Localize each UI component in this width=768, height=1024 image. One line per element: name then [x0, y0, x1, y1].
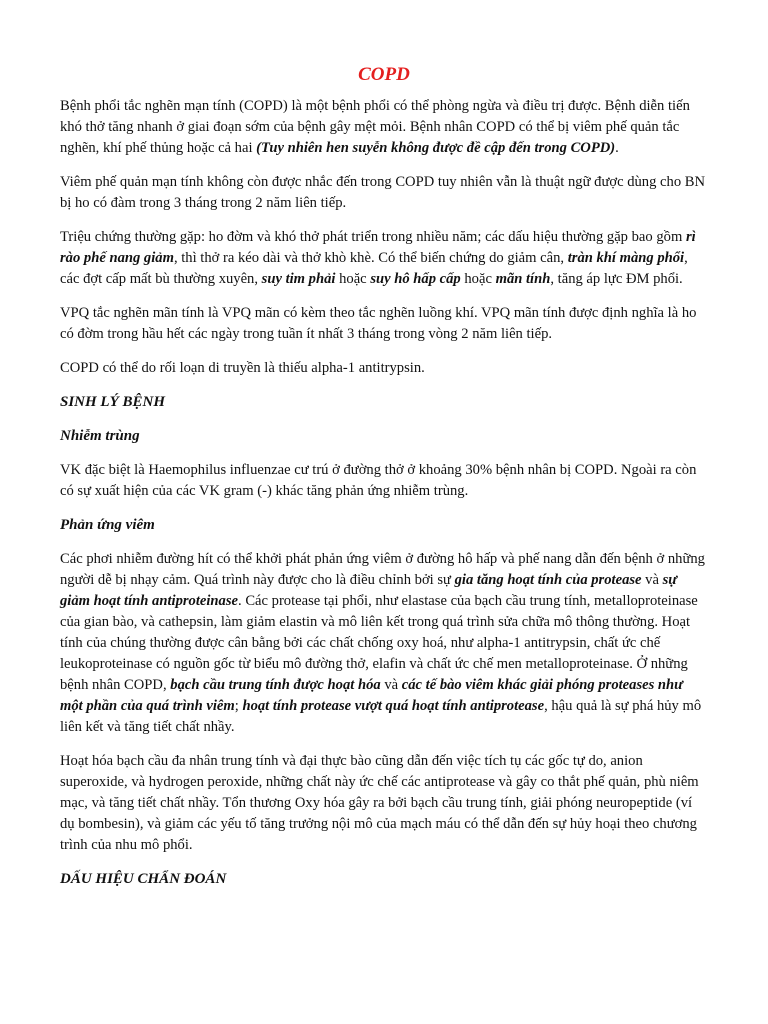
subheading-infection: Nhiễm trùng: [60, 428, 140, 444]
emphasis-text: các tế bào viêm khác giải phóng proteases như một phần của quá trình viêm: [60, 677, 683, 714]
text-run: . Các protease tại phổi, như elastase của bạch cầu trung tính, metalloproteinase của gian bào, và cathepsin, làm giảm elastin và mô liên kết trong quá trình sửa chữa mô thông thường. Hoạt tính của chúng thường được cân bằng bởi các chất chống oxy hoá, như alpha-1 antitrypsin, chất ức chế leukoproteinase có nguồn gốc từ biểu mô đường thở, elafin và chất ức chế men metalloproteinase. Ở những bệnh nhân COPD,: [60, 593, 698, 693]
text-run: , các đợt cấp mất bù thường xuyên,: [60, 250, 688, 287]
inflammation-paragraph: [60, 549, 708, 738]
text-run: và: [641, 572, 663, 588]
emphasis-text: suy tim phải: [261, 271, 336, 287]
text-run: và: [380, 677, 402, 693]
intro-paragraph: [60, 96, 708, 159]
subheading-inflammation: Phản ứng viêm: [60, 517, 155, 533]
vpq-paragraph: VPQ tắc nghẽn mãn tính là VPQ mãn có kèm theo tắc nghẽn luồng khí. VPQ mãn tính được định nghĩa là ho có đờm trong hầu hết các ngày trong tuần ít nhất 3 tháng trong vòng 2 năm liên tiếp.: [60, 305, 697, 342]
section-heading-pathophysiology: SINH LÝ BỆNH: [60, 394, 166, 410]
text-run: .: [615, 140, 619, 156]
document-title: COPD: [358, 64, 410, 85]
text-run: , hậu quả là sự phá hủy mô liên kết và tăng tiết chất nhầy.: [60, 698, 702, 735]
oxidative-paragraph: Hoạt hóa bạch cầu đa nhân trung tính và đại thực bào cũng dẫn đến việc tích tụ các gốc tự do, anion superoxide, và hydrogen peroxide, những chất này ức chế các antiprotease và gây co thắt phế quản, phù niêm mạc, và tăng tiết chất nhầy. Tổn thương Oxy hóa gây ra bởi bạch cầu trung tính, giải phóng neuropeptide (ví dụ bombesin), và giảm các yếu tố tăng trưởng nội mô của mạch máu có thể dẫn đến sự hủy hoại theo chương trình của nhu mô phổi.: [60, 753, 699, 853]
chronic-bronchitis-paragraph: Viêm phế quản mạn tính không còn được nhắc đến trong COPD tuy nhiên vẫn là thuật ngữ được dùng cho BN bị ho có đàm trong 3 tháng trong 2 năm liên tiếp.: [60, 174, 706, 211]
text-run: hoặc: [335, 271, 371, 287]
emphasis-text: sự giảm hoạt tính antiproteinase: [60, 572, 678, 609]
text-run: , tăng áp lực ĐM phổi.: [550, 271, 683, 287]
emphasis-text: gia tăng hoạt tính của protease: [454, 572, 642, 588]
emphasis-text: rì rào phế nang giảm: [60, 229, 696, 266]
emphasis-text: suy hô hấp cấp: [370, 271, 461, 287]
symptoms-paragraph: [60, 227, 708, 290]
emphasis-text: hoạt tính protease vượt quá hoạt tính antiprotease: [242, 698, 545, 714]
text-run: Triệu chứng thường gặp: ho đờm và khó thở phát triển trong nhiều năm; các dấu hiệu thường gặp bao gồm: [60, 229, 686, 245]
genetic-paragraph: COPD có thể do rối loạn di truyền là thiếu alpha-1 antitrypsin.: [60, 360, 425, 376]
text-run: hoặc: [460, 271, 496, 287]
emphasis-text: (Tuy nhiên hen suyễn không được đề cập đến trong COPD): [256, 140, 616, 156]
emphasis-text: bạch cầu trung tính được hoạt hóa: [170, 677, 381, 693]
emphasis-text: mãn tính: [495, 271, 551, 287]
text-run: ;: [234, 698, 243, 714]
emphasis-text: tràn khí màng phổi: [567, 250, 685, 266]
section-heading-diagnosis: DẤU HIỆU CHẨN ĐOÁN: [60, 871, 227, 887]
infection-paragraph: VK đặc biệt là Haemophilus influenzae cư trú ở đường thở ở khoảng 30% bệnh nhân bị COPD. Ngoài ra còn có sự xuất hiện của các VK gram (-) khác tăng phản ứng nhiễm trùng.: [60, 462, 697, 499]
text-run: Bệnh phổi tắc nghẽn mạn tính (COPD) là một bệnh phổi có thể phòng ngừa và điều trị được. Bệnh diễn tiến khó thở tăng nhanh ở giai đoạn sớm của bệnh gây mệt mỏi. Bệnh nhân COPD có thể bị viêm phế quản tắc nghẽn, khí phế thủng hoặc cả hai: [60, 98, 690, 156]
text-run: , thì thở ra kéo dài và thở khò khè. Có thể biến chứng do giảm cân,: [173, 250, 568, 266]
text-run: Các phơi nhiễm đường hít có thể khởi phát phản ứng viêm ở đường hô hấp và phế nang dẫn đến bệnh ở những người dễ bị nhạy cảm. Quá trình này được cho là điều chỉnh bởi sự: [60, 551, 705, 588]
